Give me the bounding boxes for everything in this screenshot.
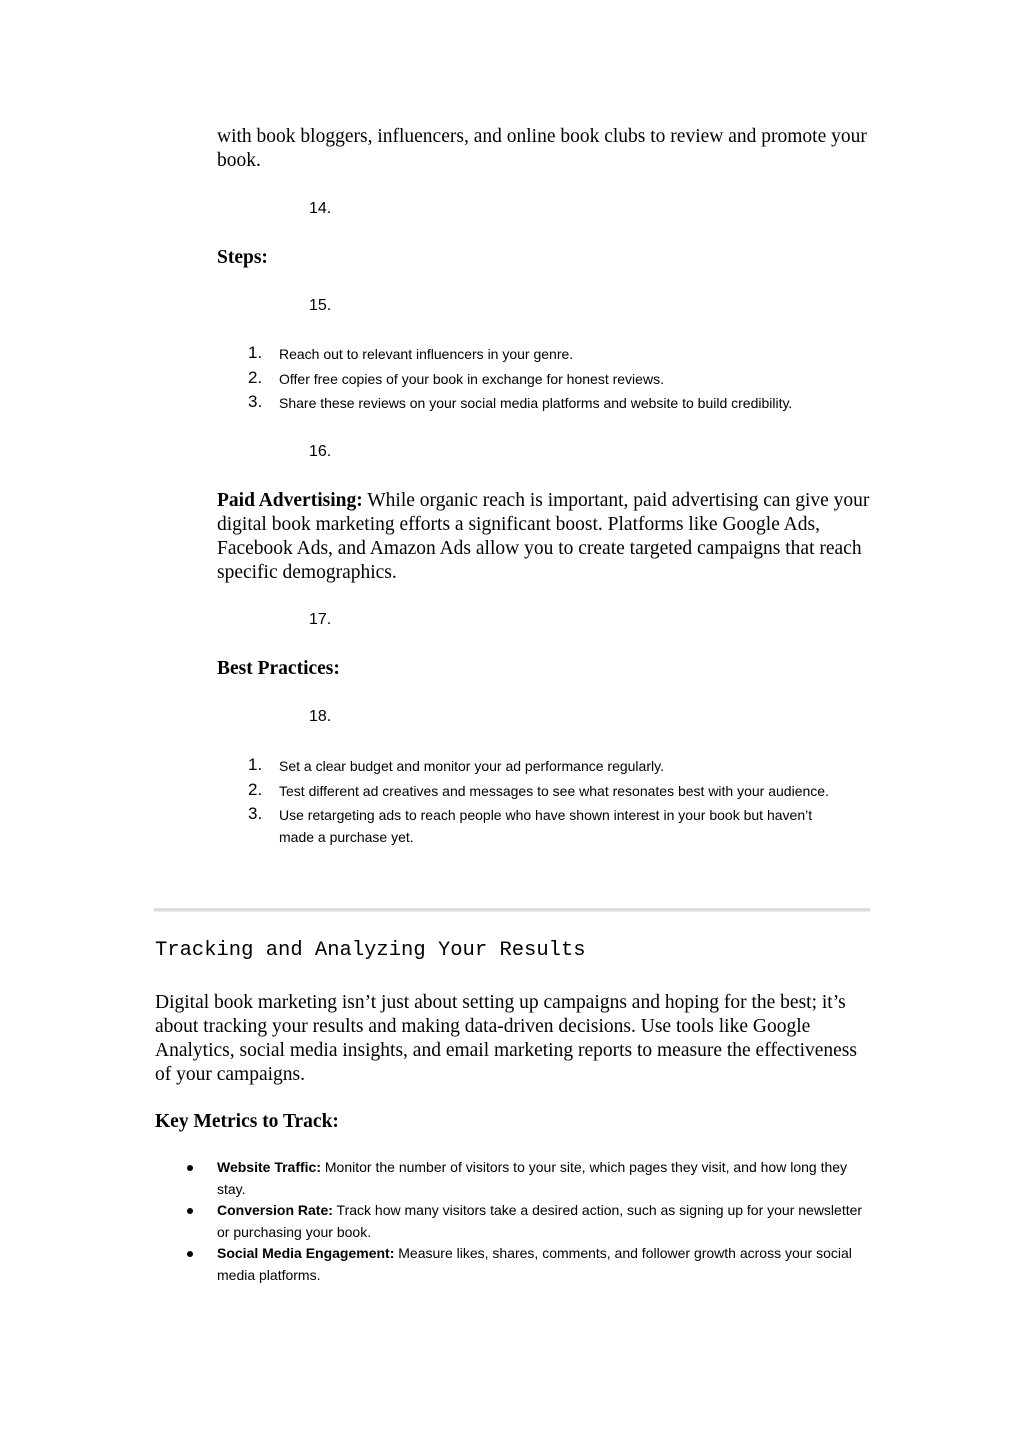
key-metrics-heading: Key Metrics to Track: <box>155 1111 339 1132</box>
list-item <box>248 779 849 803</box>
bullet-icon <box>187 1165 193 1171</box>
list-item <box>248 367 879 391</box>
metric-label: Website Traffic: <box>217 1159 321 1175</box>
metric-text <box>217 1243 872 1286</box>
paid-advertising-paragraph <box>217 489 877 585</box>
list-number: 1. <box>248 343 263 362</box>
steps-list <box>248 343 879 415</box>
list-number: 3. <box>248 804 263 823</box>
list-marker-18: 18. <box>309 708 332 725</box>
metric-description: Track how many visitors take a desired action, such as signing up for your newsletter or purchasing your book. <box>217 1202 863 1240</box>
section-paragraph: Digital book marketing isn’t just about setting up campaigns and hoping for the best; it’s about tracking your results and making data-driven decisions. Use tools like Google Analytics, social media insights, and email marketing reports to measure the effectiveness of your campaigns. <box>155 992 857 1085</box>
metric-label: Conversion Rate: <box>217 1202 333 1218</box>
intro-paragraph: with book bloggers, influencers, and online book clubs to review and promote your book. <box>217 126 867 171</box>
list-item-text: Share these reviews on your social media platforms and website to build credibility. <box>279 395 793 411</box>
metric-description: Monitor the number of visitors to your site, which pages they visit, and how long they stay. <box>217 1159 848 1197</box>
list-item <box>248 392 879 415</box>
list-item-text: Offer free copies of your book in exchange for honest reviews. <box>279 370 664 387</box>
metric-description: Measure likes, shares, comments, and follower growth across your social media platforms. <box>217 1245 852 1283</box>
bullet-icon <box>187 1251 193 1257</box>
list-item-text: Reach out to relevant influencers in your genre. <box>279 346 574 362</box>
list-item-text: Set a clear budget and monitor your ad performance regularly. <box>279 758 664 774</box>
list-item <box>217 1243 872 1286</box>
list-marker-16: 16. <box>309 443 332 460</box>
horizontal-divider <box>154 908 870 912</box>
list-item <box>217 1157 872 1200</box>
section-heading: Tracking and Analyzing Your Results <box>155 939 586 962</box>
best-practices-list <box>248 755 849 848</box>
list-item-text: Test different ad creatives and messages to see what resonates best with your audience. <box>279 782 829 799</box>
steps-heading: Steps: <box>217 247 268 268</box>
list-number: 3. <box>248 392 263 411</box>
list-item <box>248 804 849 848</box>
metric-text <box>217 1157 872 1200</box>
metric-text <box>217 1200 872 1243</box>
paid-advertising-label: Paid Advertising: <box>217 490 363 511</box>
bullet-icon <box>187 1208 193 1214</box>
list-marker-17: 17. <box>309 611 332 628</box>
list-item <box>248 343 879 366</box>
paid-advertising-text: While organic reach is important, paid advertising can give your digital book marketing efforts a significant boost. Platforms like Google Ads, Facebook Ads, and Amazon Ads allow you to create targeted campaigns that reach specific demographics. <box>217 490 870 583</box>
list-number: 2. <box>248 367 263 387</box>
list-marker-15: 15. <box>309 297 332 314</box>
metric-label: Social Media Engagement: <box>217 1245 395 1261</box>
list-item <box>248 755 849 778</box>
list-item <box>217 1200 872 1243</box>
key-metrics-list <box>217 1157 872 1286</box>
list-item-text: Use retargeting ads to reach people who have shown interest in your book but haven’t made a purchase yet. <box>279 807 813 845</box>
list-number: 2. <box>248 779 263 799</box>
best-practices-heading: Best Practices: <box>217 658 340 679</box>
list-marker-14: 14. <box>309 200 332 217</box>
list-number: 1. <box>248 755 263 774</box>
